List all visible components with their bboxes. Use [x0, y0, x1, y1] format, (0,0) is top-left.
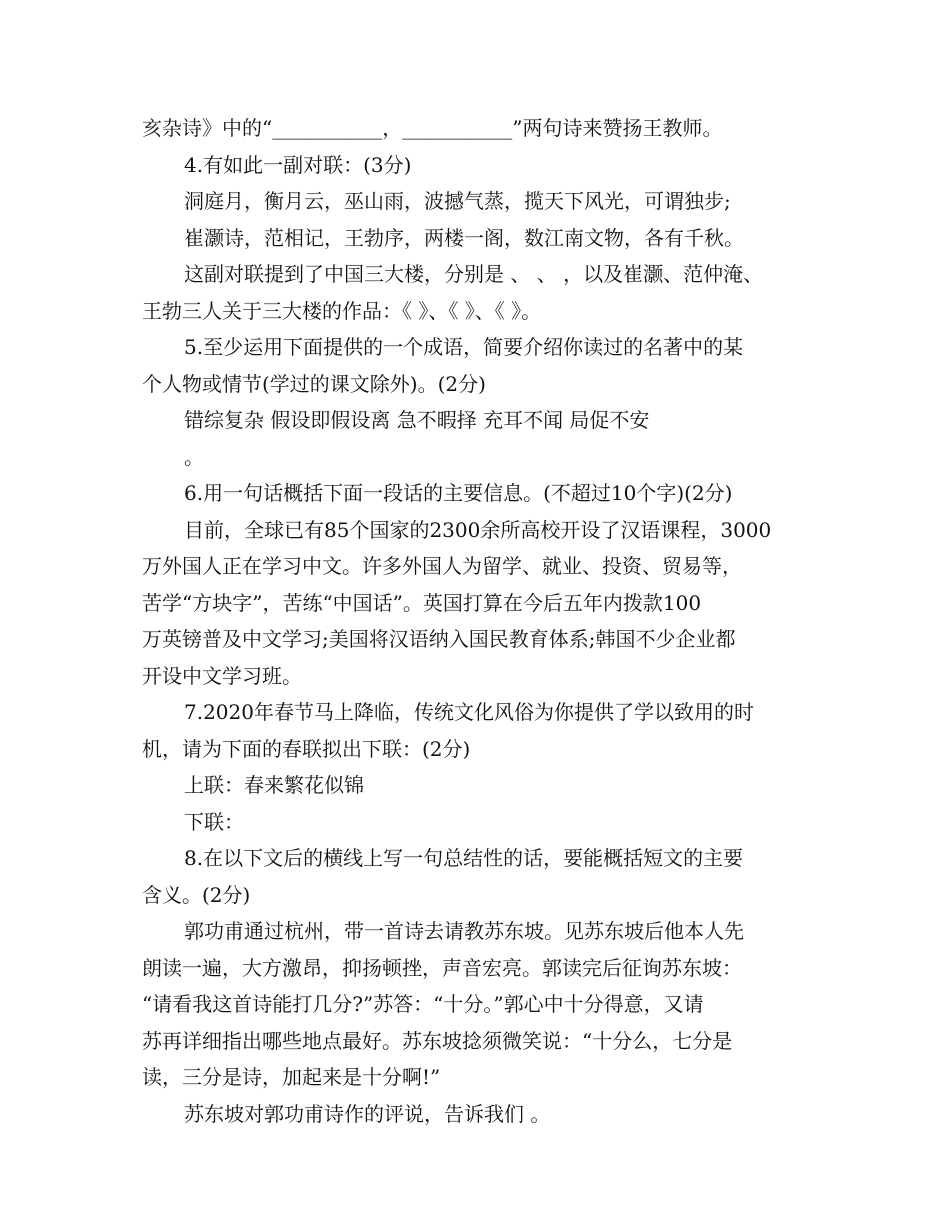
text-line: 8.在以下文后的横线上写一句总结性的话，要能概括短文的主要 — [184, 846, 744, 870]
text-line: 开设中文学习班。 — [142, 663, 302, 688]
text-line: 苏东坡对郭功甫诗作的评说，告诉我们 。 — [184, 1101, 551, 1126]
text-line: 崔灏诗，范相记，王勃序，两楼一阁，数江南文物，各有千秋。 — [184, 225, 744, 250]
text-line: 下联： — [184, 809, 244, 834]
text-line: 读，三分是诗，加起来是十分啊!” — [142, 1065, 441, 1089]
text-line: 机，请为下面的春联拟出下联：(2分) — [142, 736, 471, 761]
text-line: 4.有如此一副对联：(3分) — [184, 152, 412, 177]
text-line: 个人物或情节(学过的课文除外)。(2分) — [142, 371, 486, 396]
text-line: 含义。(2分) — [142, 882, 251, 907]
text-line: 。 — [184, 444, 204, 469]
text-line: 错综复杂 假设即假设离 急不暇择 充耳不闻 局促不安 — [184, 408, 650, 432]
text-line: 万外国人正在学习中文。许多外国人为留学、就业、投资、贸易等， — [142, 554, 742, 578]
text-line: 郭功甫通过杭州，带一首诗去请教苏东坡。见苏东坡后他本人先 — [184, 919, 744, 943]
text-line: 苏再详细指出哪些地点最好。苏东坡捻须微笑说：“十分么，七分是 — [142, 1028, 733, 1053]
text-line: “请看我这首诗能打几分?”苏答：“十分。”郭心中十分得意，又请 — [142, 992, 704, 1016]
text-line: 朗读一遍，大方激昂，抑扬顿挫，声音宏亮。郭读完后征询苏东坡： — [142, 955, 742, 980]
text-line: 万英镑普及中文学习;美国将汉语纳入国民教育体系;韩国不少企业都 — [142, 627, 736, 651]
text-line: 亥杂诗》中的“___________，___________”两句诗来赞扬王教师。 — [142, 116, 723, 140]
text-line: 洞庭月，衡月云，巫山雨，波撼气蒸，揽天下风光，可谓独步; — [184, 189, 731, 213]
text-line: 上联：春来繁花似锦 — [184, 773, 364, 797]
text-line: 王勃三人关于三大楼的作品：《 》、《 》、《 》。 — [142, 298, 542, 323]
document-body — [142, 110, 842, 1132]
text-line: 5.至少运用下面提供的一个成语，简要介绍你读过的名著中的某 — [184, 335, 744, 359]
text-line: 7.2020年春节马上降临，传统文化风俗为你提供了学以致用的时 — [184, 700, 754, 724]
text-line: 6.用一句话概括下面一段话的主要信息。(不超过10个字)(2分) — [184, 481, 733, 505]
text-line: 这副对联提到了中国三大楼，分别是 、 、 ，以及崔灏、范仲淹、 — [184, 262, 764, 286]
text-line: 目前，全球已有85个国家的2300余所高校开设了汉语课程，3000 — [184, 517, 772, 542]
text-line: 苦学“方块字”，苦练“中国话”。英国打算在今后五年内拨款100 — [142, 590, 702, 615]
